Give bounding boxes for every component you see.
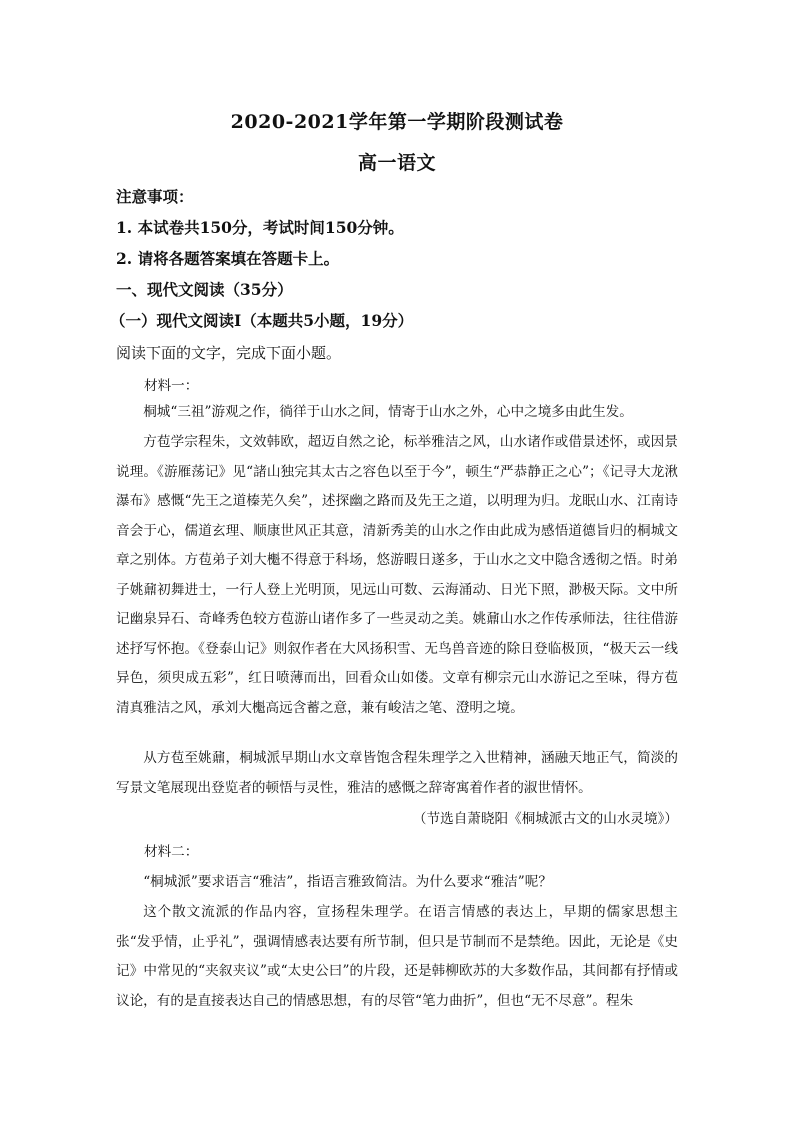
material-1-paragraph-3: 从方苞至姚鼐，桐城派早期山水文章皆饱含程朱理学之入世精神，涵融天地正气，简淡的写景文笔展现出登览者的顿悟与灵性，雅洁的感慨之辞寄寓着作者的淑世情怀。 bbox=[116, 750, 678, 796]
exam-title: 2020-2021学年第一学期阶段测试卷 bbox=[230, 111, 564, 133]
subsection-heading: （一）现代文阅读Ⅰ（本题共5小题，19分） bbox=[110, 311, 414, 330]
material-2-paragraph-2: 这个散文流派的作品内容，宣扬程朱理学。在语言情感的表达上，早期的儒家思想主张“发乎情，止乎礼”，强调情感表达要有所节制，但只是节制而不是禁绝。因此，无论是《史记》中常见的“夹叙夹议”或“太史公曰”的片段，还是韩柳欧苏的大多数作品，其间都有抒情或议论，有的是直接表达自己的情感思想，有的尽管“笔力曲折”，但也“无不尽意”。程朱 bbox=[116, 904, 678, 1009]
material-1-source: （节选自萧晓阳《桐城派古文的山水灵境》） bbox=[412, 811, 678, 827]
notes-item-2: 2. 请将各题答案填在答题卡上。 bbox=[116, 249, 340, 268]
exam-subject: 高一语文 bbox=[357, 152, 436, 174]
material-1-paragraph-2: 方苞学宗程朱，文效韩欧，超迈自然之论，标举雅洁之风，山水诸作或借景述怀，或因景说理。《游雁荡记》见“諸山独完其太古之容色以至于今”，顿生“严恭静正之心”；《记寻大龙湫瀑布》感慨“先王之道榛芜久矣”，述探幽之路而及先王之道，以明理为归。龙眠山水、江南诗音会于心，儒道玄理、顺康世风正其意，清新秀美的山水之作由此成为感悟道德旨归的桐城文章之别体。方苞弟子刘大櫆不得意于科场，悠游暇日遂多，于山水之文中隐含透彻之悟。时弟子姚鼐初舞进士，一行人登上光明顶，见远山可数、云海涌动、日光下照，渺极天际。文中所记幽泉异石、奇峰秀色较方苞游山诸作多了一些灵动之美。姚鼐山水之作传承师法，往往借游述抒写怀抱。《登泰山记》则叙作者在大风扬积雪、无鸟兽音迹的除日登临极顶，“极天云一线异色，须臾成五彩”，红日喷薄而出，回看众山如偻。文章有柳宗元山水游记之至味，得方苞清真雅洁之风，承刘大櫆高远含蓄之意，兼有峻洁之笔、澄明之境。 bbox=[116, 434, 678, 716]
material-2-label: 材料二： bbox=[144, 844, 199, 860]
material-2-paragraph-1: “桐城派”要求语言“雅洁”，指语言雅致简洁。为什么要求“雅洁”呢？ bbox=[143, 874, 552, 890]
material-1-paragraph-1: 桐城“三祖”游观之作，徜徉于山水之间，情寄于山水之外，心中之境多由此生发。 bbox=[143, 404, 633, 420]
section-heading: 一、现代文阅读（35分） bbox=[116, 280, 293, 299]
instruction-text: 阅读下面的文字，完成下面小题。 bbox=[116, 344, 342, 362]
material-1-label: 材料一： bbox=[144, 378, 199, 394]
notes-heading: 注意事项： bbox=[116, 187, 194, 206]
notes-item-1: 1. 本试卷共150分，考试时间150分钟。 bbox=[116, 218, 404, 237]
